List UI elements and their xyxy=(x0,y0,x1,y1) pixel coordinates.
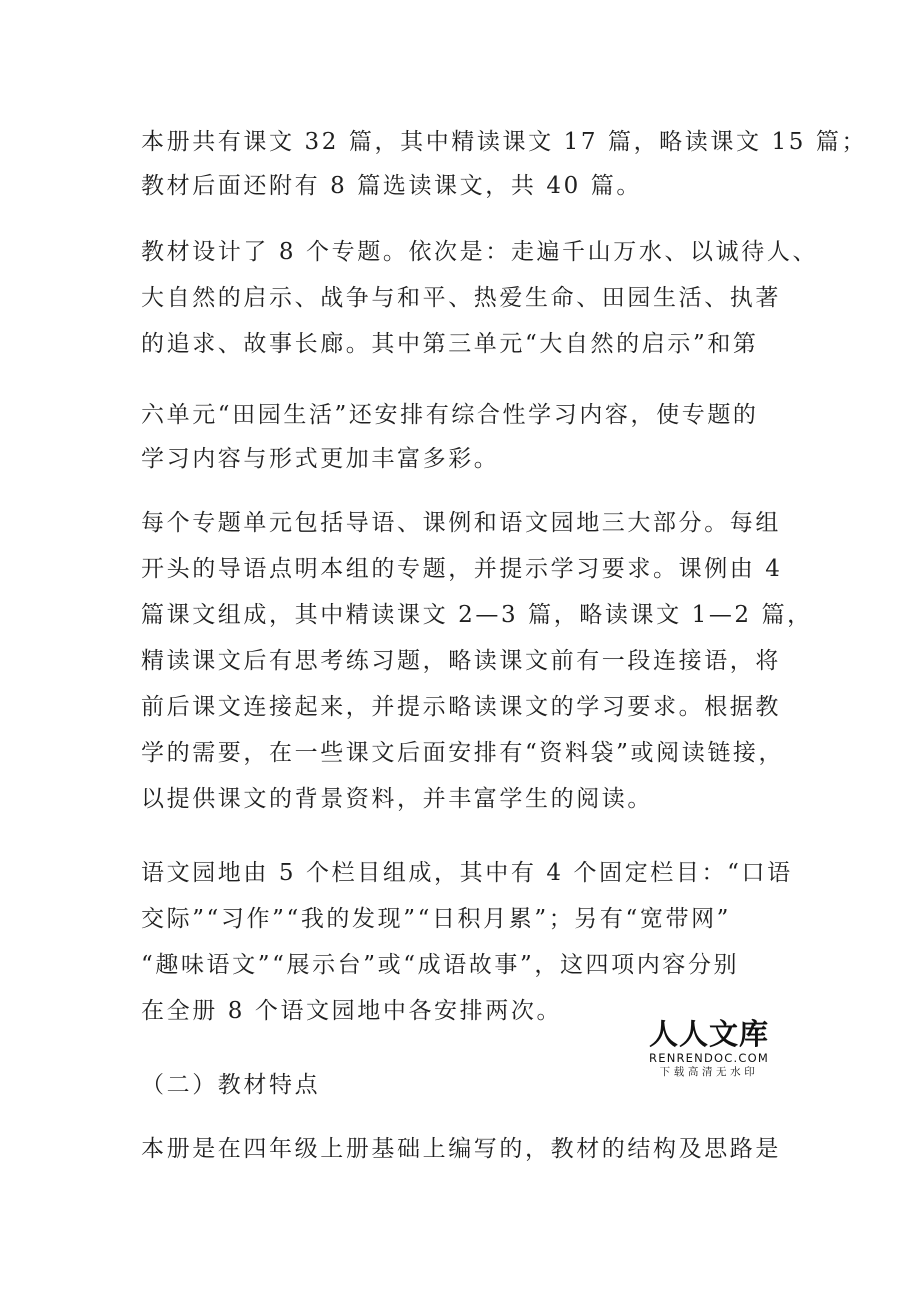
text-line: 在全册 8 个语文园地中各安排两次。 xyxy=(141,998,563,1024)
text-line: 学习内容与形式更加丰富多彩。 xyxy=(141,446,500,472)
text-line: 教材设计了 8 个专题。依次是：走遍千山万水、以诚待人、 xyxy=(141,239,819,265)
watermark-tagline: 下载高清无水印 xyxy=(659,1066,759,1078)
text-line: 精读课文后有思考练习题，略读课文前有一段连接语，将 xyxy=(141,648,781,674)
text-line: 本册共有课文 32 篇，其中精读课文 17 篇，略读课文 15 篇； xyxy=(141,129,868,155)
watermark-domain: RENRENDOC.COM xyxy=(649,1051,769,1065)
text-line: 以提供课文的背景资料，并丰富学生的阅读。 xyxy=(141,786,653,812)
text-line: 大自然的启示、战争与和平、热爱生命、田园生活、执著 xyxy=(141,285,781,311)
text-line: 语文园地由 5 个栏目组成，其中有 4 个固定栏目：“口语 xyxy=(141,860,793,886)
watermark-title: 人人文库 xyxy=(648,1017,769,1051)
text-line: 本册是在四年级上册基础上编写的，教材的结构及思路是 xyxy=(141,1136,781,1162)
watermark-logo xyxy=(644,1017,774,1079)
text-line: 前后课文连接起来，并提示略读课文的学习要求。根据教 xyxy=(141,694,781,720)
text-line: 学的需要，在一些课文后面安排有“资料袋”或阅读链接， xyxy=(141,740,785,766)
text-line: （二）教材特点 xyxy=(141,1072,321,1098)
text-line: 六单元“田园生活”还安排有综合性学习内容，使专题的 xyxy=(141,402,759,428)
text-line: 开头的导语点明本组的专题，并提示学习要求。课例由 4 xyxy=(141,556,783,582)
text-line: 每个专题单元包括导语、课例和语文园地三大部分。每组 xyxy=(141,510,781,536)
text-line: 篇课文组成，其中精读课文 2—3 篇，略读课文 1—2 篇， xyxy=(141,602,813,628)
text-line: 教材后面还附有 8 篇选读课文，共 40 篇。 xyxy=(141,173,642,199)
text-line: “趣味语文”“展示台”或“成语故事”，这四项内容分别 xyxy=(141,952,740,978)
text-line: 交际”“习作”“我的发现”“日积月累”；另有“宽带网” xyxy=(141,906,732,932)
text-line: 的追求、故事长廊。其中第三单元“大自然的启示”和第 xyxy=(141,331,759,357)
